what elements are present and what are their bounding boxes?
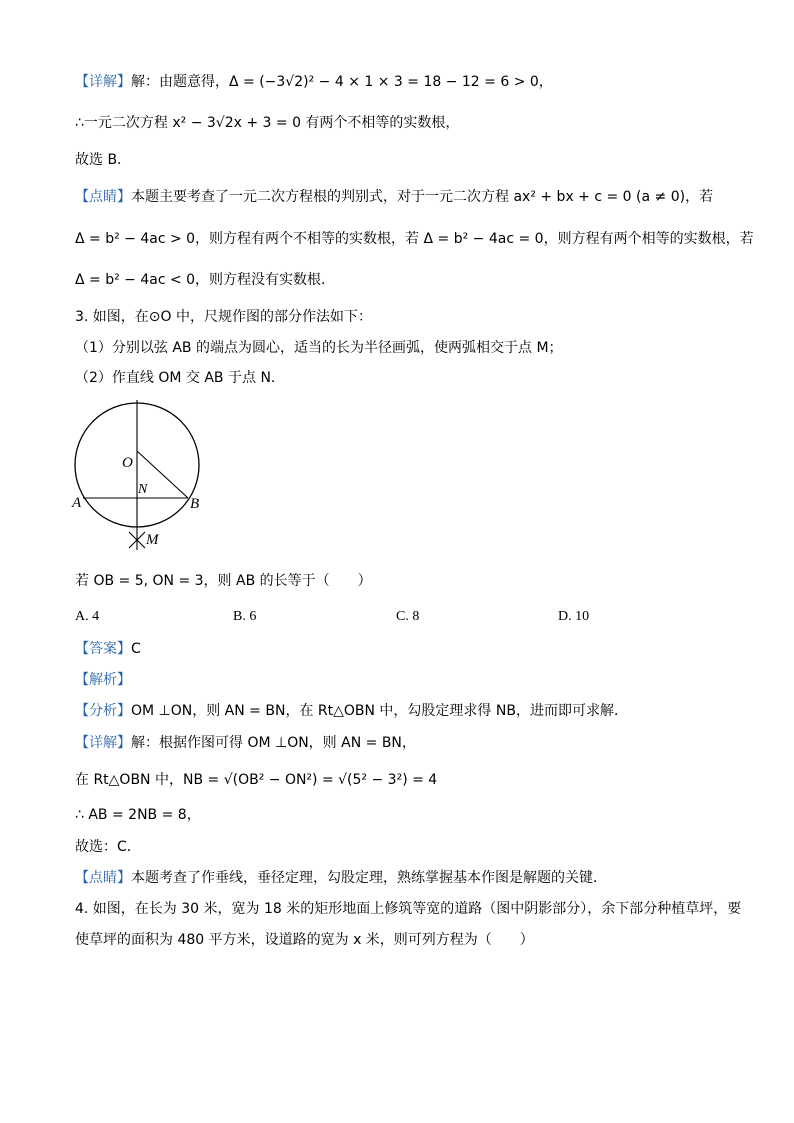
fenxi-text: OM ⊥ON，则 AN = BN，在 Rt△OBN 中，勾股定理求得 NB，进而即可求解． — [131, 703, 628, 719]
dianjing-line — [75, 868, 607, 888]
label-a: A — [72, 495, 82, 511]
xiangjie-tag: 【详解】 — [75, 735, 131, 751]
q2-detail-tag: 【详解】 — [75, 74, 131, 90]
q2-point-tag: 【点睛】 — [75, 189, 131, 205]
label-b: B — [190, 496, 200, 512]
q3-step-2: （2）作直线 OM 交 AB 于点 N． — [75, 370, 285, 386]
dianjing-tag: 【点睛】 — [75, 870, 131, 886]
q3-stem: 3. 如图，在⊙O 中，尺规作图的部分作法如下： — [75, 309, 373, 325]
q2-line-2: ∴一元二次方程 x² − 3√2x + 3 = 0 有两个不相等的实数根， — [75, 115, 460, 131]
option-a: A. 4 — [75, 609, 100, 624]
q4-line-2: 使草坪的面积为 480 平方米，设道路的宽为 x 米，则可列方程为（ ） — [75, 932, 534, 948]
xiangjie-text: 解：根据作图可得 OM ⊥ON，则 AN = BN， — [131, 735, 416, 751]
answer-value: C — [131, 641, 141, 657]
q2-point-text: 本题主要考查了一元二次方程根的判别式，对于一元二次方程 ax² + bx + c = 0 (a ≠ 0)，若 — [131, 189, 714, 205]
answer-tag: 【答案】 — [75, 641, 131, 657]
circle-construction-figure — [66, 365, 216, 555]
q2-line-3: 故选 B． — [75, 152, 132, 168]
calc-line-2: ∴ AB = 2NB = 8， — [75, 807, 201, 823]
option-b: B. 6 — [233, 609, 257, 624]
q2-line-6: Δ = b² − 4ac < 0，则方程没有实数根． — [75, 272, 336, 288]
dianjing-text: 本题考查了作垂线，垂径定理，勾股定理，熟练掌握基本作图是解题的关键． — [131, 870, 607, 886]
q2-line-1 — [75, 72, 553, 92]
label-m: M — [146, 532, 159, 548]
xiangjie-line — [75, 733, 416, 753]
choose-line: 故选：C． — [75, 839, 141, 855]
analysis-tag: 【解析】 — [75, 672, 131, 688]
q2-detail-text: 解：由题意得，Δ = (−3√2)² − 4 × 1 × 3 = 18 − 12 = 6 > 0， — [131, 74, 553, 90]
label-n: N — [138, 482, 148, 497]
option-c: C. 8 — [396, 609, 420, 624]
fenxi-line — [75, 701, 628, 721]
q3-question: 若 OB = 5, ON = 3，则 AB 的长等于（ ） — [75, 573, 372, 589]
q2-line-5: Δ = b² − 4ac > 0，则方程有两个不相等的实数根，若 Δ = b² − 4ac = 0，则方程有两个相等的实数根，若 — [75, 231, 754, 247]
q3-step-1: （1）分别以弦 AB 的端点为圆心，适当的长为半径画弧，使两弧相交于点 M； — [75, 340, 563, 356]
label-o: O — [122, 455, 133, 471]
q2-line-4 — [75, 187, 713, 207]
answer-line — [75, 639, 141, 659]
option-d: D. 10 — [558, 609, 590, 624]
fenxi-tag: 【分析】 — [75, 703, 131, 719]
calc-line-1: 在 Rt△OBN 中，NB = √(OB² − ON²) = √(5² − 3²) = 4 — [75, 772, 438, 788]
analysis-line — [75, 670, 131, 690]
q4-line-1: 4. 如图，在长为 30 米，宽为 18 米的矩形地面上修筑等宽的道路（图中阴影部分），余下部分种植草坪，要 — [75, 901, 742, 917]
